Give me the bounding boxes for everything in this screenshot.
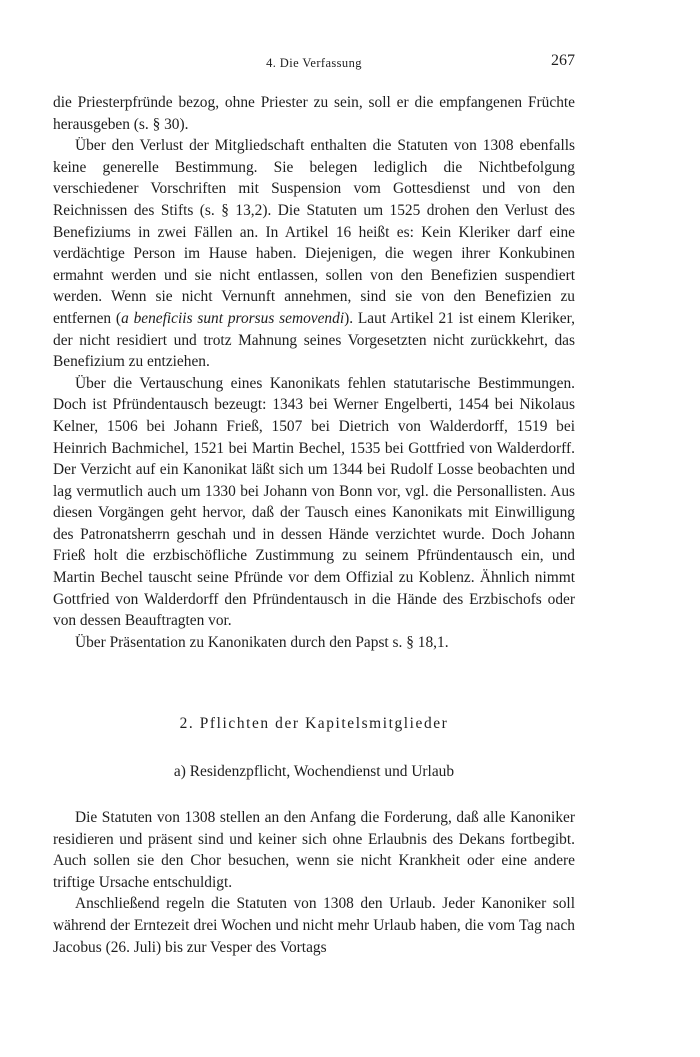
paragraph-text: Über den Verlust der Mitgliedschaft enthalten die Statuten von 1308 ebenfalls keine generelle Bestimmung. Sie belegen lediglich die Nichtbefolgung verschiedener Vorschriften mit Suspension vom Gottesdienst und von den Reichnissen des Stifts (s. § 13,2). Die Statuten um 1525 drohen den Verlust des Benefiziums in zwei Fällen an. In Artikel 16 heißt es: Kein Kleriker darf eine verdächtige Person im Hause haben. Diejenigen, die wegen ihrer Konkubinen ermahnt werden und sie nicht entlassen, sollen von den Benefizien suspendiert werden. Wenn sie nicht Vernunft annehmen, sind sie von den Benefizien zu entfernen ( bbox=[53, 137, 575, 327]
paragraph: Die Statuten von 1308 stellen an den Anfang die Forderung, daß alle Kanoniker residieren und präsent sind und keiner sich ohne Erlaubnis des Dekans fortbegibt. Auch sollen sie den Chor besuchen, wenn sie nicht Krankheit oder eine andere triftige Ursache entschuldigt. bbox=[53, 809, 575, 891]
running-title: 4. Die Verfassung bbox=[266, 56, 362, 70]
section-title: 2. Pflichten der Kapitelsmitglieder bbox=[179, 715, 449, 732]
body-text-lower bbox=[53, 807, 575, 958]
paragraph: Über Präsentation zu Kanonikaten durch den Papst s. § 18,1. bbox=[75, 633, 449, 651]
page-header bbox=[53, 52, 575, 74]
paragraph: Anschließend regeln die Statuten von 1308 den Urlaub. Jeder Kanoniker soll während der Erntezeit drei Wochen und nicht mehr Urlaub haben, die vom Tag nach Jacobus (26. Juli) bis zur Vesper des Vortags bbox=[53, 895, 575, 956]
paragraph bbox=[53, 135, 575, 373]
subsection-title: a) Residenzpflicht, Wochendienst und Urlaub bbox=[173, 763, 455, 780]
body-text-upper bbox=[53, 92, 575, 653]
paragraph-text: ). Laut Artikel 21 ist einem Kleriker, der nicht residiert und trotz Mahnung seines Vorgesetzten nicht zurückkehrt, das Benefizium zu entziehen. bbox=[53, 309, 575, 371]
paragraph: Über die Vertauschung eines Kanonikats fehlen statutarische Bestimmungen. Doch ist Pfründentausch bezeugt: 1343 bei Werner Engelberti, 1454 bei Nikolaus Kelner, 1506 bei Johann Frieß, 1507 bei Dietrich von Walderdorff, 1519 bei Heinrich Bachmichel, 1521 bei Martin Bechel, 1535 bei Gottfried von Walderdorff. Der Verzicht auf ein Kanonikat läßt sich um 1344 bei Rudolf Losse beobachten und lag vermutlich auch um 1330 bei Johann von Bonn vor, vgl. die Personallisten. Aus diesen Vorgängen geht hervor, daß der Tausch eines Kanonikats mit Einwilligung des Patronatsherrn geschah und in dessen Hände verzichtet wurde. Doch Johann Frieß holt die erzbischöfliche Zustimmung zu seinem Pfründentausch ein, und Martin Bechel tauscht seine Pfründe vor dem Offizial zu Koblenz. Ähnlich nimmt Gottfried von Walderdorff den Pfründentausch in die Hände des Erzbischofs oder von dessen Beauftragten vor. bbox=[53, 374, 575, 630]
latin-quote: a beneficiis sunt prorsus semovendi bbox=[121, 309, 345, 327]
page-number: 267 bbox=[551, 52, 575, 69]
paragraph: die Priesterpfründe bezog, ohne Priester zu sein, soll er die empfangenen Früchte herausgeben (s. § 30). bbox=[53, 94, 575, 133]
